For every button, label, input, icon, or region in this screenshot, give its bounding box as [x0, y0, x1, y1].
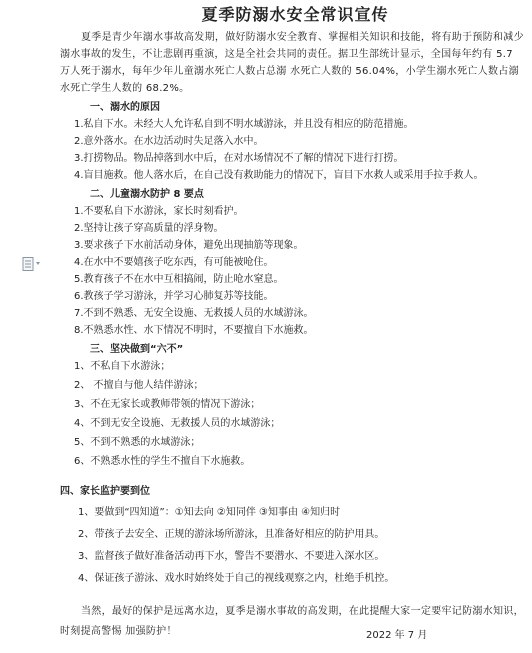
intro-paragraph: 夏季是青少年溺水事故高发期，做好防溺水安全教育、掌握相关知识和技能，将有助于预防和减少溺水事故的发生，不让悲剧再重演，这是全社会共同的责任。据卫生部统计显示，全国每年约有 5.7 万人死于溺水，每年少年儿童溺水死亡人数占总溺 水死亡人数的 56.04%，小学生溺水死亡人数占溺水死亡学生人数的 68.2%。	[60, 32, 524, 94]
list-item: 2.意外落水。在水边活动时失足落入水中。	[74, 136, 264, 147]
section-heading: 一、溺水的原因	[90, 102, 160, 113]
list-item: 8.不熟悉水性、水下情况不明时，不要擅自下水施救。	[74, 325, 314, 336]
list-item: 1、要做到“四知道”：①知去向 ②知同伴 ③知事由 ④知归时	[78, 507, 341, 518]
list-item: 4、保证孩子游泳、戏水时始终处于自己的视线观察之内，杜绝手机控。	[78, 573, 395, 584]
list-item: 6.教孩子学习游泳，并学习心肺复苏等技能。	[74, 291, 274, 302]
section-heading: 三、坚决做到“六不”	[90, 344, 184, 355]
list-item: 2、 不擅自与他人结伴游泳；	[74, 380, 204, 391]
document-date: 2022 年 7 月	[366, 630, 428, 641]
list-item: 1.私自下水。未经大人允许私自到不明水域游泳，并且没有相应的防范措施。	[74, 119, 414, 130]
list-item: 3.要求孩子下水前活动身体，避免出现抽筋等现象。	[74, 240, 304, 251]
list-item: 2.坚持让孩子穿高质量的浮身物。	[74, 223, 224, 234]
document-icon[interactable]	[22, 257, 42, 271]
list-item: 5.教育孩子不在水中互相搞闹，防止呛水窒息。	[74, 274, 284, 285]
list-item: 6、不熟悉水性的学生不擅自下水施救。	[74, 456, 251, 467]
list-item: 3.打捞物品。物品掉落到水中后，在对水场情况不了解的情况下进行打捞。	[74, 153, 404, 164]
list-item: 4.盲目施救。他人落水后，在自己没有救助能力的情况下，盲目下水救人或采用手拉手救人。	[74, 170, 484, 181]
document-page	[60, 0, 530, 642]
list-item: 1、不私自下水游泳；	[74, 361, 171, 372]
document-title: 夏季防溺水安全常识宣传	[201, 5, 389, 24]
list-item: 1.不要私自下水游泳，家长时刻看护。	[74, 206, 244, 217]
list-item: 2、带孩子去安全、正规的游泳场所游泳，且准备好相应的防护用具。	[78, 529, 385, 540]
section-heading: 四、家长监护要到位	[60, 486, 150, 497]
section-heading: 二、儿童溺水防护 8 要点	[90, 189, 204, 200]
closing-paragraph: 当然，最好的保护是远离水边，夏季是溺水事故的高发期，在此提醒大家一定要牢记防溺水知识，时刻提高警惕 加强防护！	[60, 606, 524, 637]
list-item: 7.不到不熟悉、无安全设施、无救援人员的水域游泳。	[74, 308, 314, 319]
list-item: 5、不到不熟悉的水域游泳；	[74, 437, 201, 448]
section-protection-points	[60, 186, 530, 339]
list-item: 3、监督孩子做好准备活动再下水，警告不要潜水、不要进入深水区。	[78, 551, 385, 562]
list-item: 4、不到无安全设施、无救援人员的水域游泳；	[74, 418, 281, 429]
list-item: 4.在水中不要嬉孩子吃东西，有可能被呛住。	[74, 257, 274, 268]
section-causes	[60, 99, 530, 184]
section-parent-supervision	[60, 483, 530, 590]
list-item: 3、不在无家长或教师带领的情况下游泳；	[74, 399, 261, 410]
section-six-nos	[60, 341, 530, 471]
